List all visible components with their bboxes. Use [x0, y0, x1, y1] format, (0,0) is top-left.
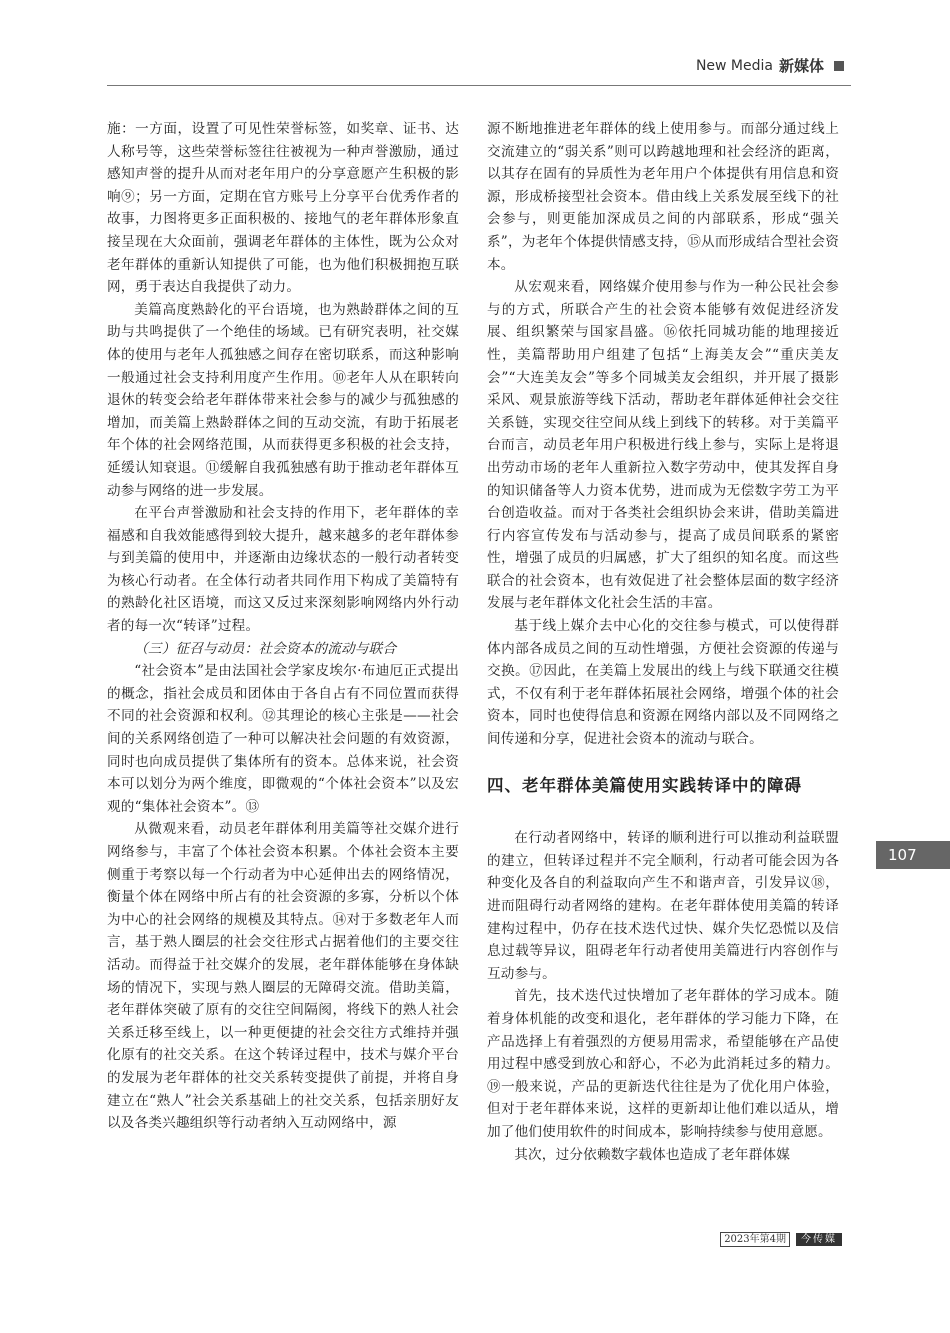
paragraph: 施：一方面，设置了可见性荣誉标签，如奖章、证书、达人称号等，这些荣誉标签往往被视为一种声誉激励，通过感知声誉的提升从而对老年用户的分享意愿产生积极的影响⑨；另一方面，定期在官方账号上分享平台优秀作者的故事，力图将更多正面积极的、接地气的老年群体形象直接呈现在大众面前，强调老年群体的主体性，既为公众对老年群体的重新认知提供了可能，也为他们积极拥抱互联网，勇于表达自我提供了动力。	[107, 121, 459, 296]
header-chinese: 新媒体	[778, 57, 824, 75]
journal-logo: 今传媒	[796, 1233, 842, 1246]
paragraph: 其次，过分依赖数字载体也造成了老年群体媒	[514, 1146, 791, 1163]
header-square-icon	[834, 61, 844, 71]
section-heading: 四、老年群体美篇使用实践转译中的障碍	[487, 775, 802, 795]
footer	[720, 1232, 842, 1247]
header-rule	[107, 85, 851, 86]
paragraph: 在平台声誉激励和社会支持的作用下，老年群体的幸福感和自我效能感得到较大提升，越来越多的老年群体参与到美篇的使用中，并逐渐由边缘状态的一般行动者转变为核心行动者。在全体行动者共同作用下构成了美篇特有的熟龄化社区语境，而这又反过来深刻影响网络内外行动者的每一次“转译”过程。	[107, 505, 459, 635]
running-header	[696, 55, 844, 76]
header-english: New Media	[695, 57, 773, 74]
paragraph: 美篇高度熟龄化的平台语境，也为熟龄群体之间的互助与共鸣提供了一个绝佳的场域。已有研究表明，社交媒体的使用与老年人孤独感之间存在密切联系，而这种影响一般通过社会支持利用度产生作用。⑩老年人从在职转向退休的转变会给老年群体带来社会参与的减少与孤独感的增加，而美篇上熟龄群体之间的互动交流，有助于拓展老年个体的社会网络范围，从而获得更多积极的社会支持，延缓认知衰退。⑪缓解自我孤独感有助于推动老年群体互动参与网络的进一步发展。	[107, 301, 459, 499]
paragraph: “社会资本”是由法国社会学家皮埃尔·布迪厄正式提出的概念，指社会成员和团体由于各自占有不同位置而获得不同的社会资源和权利。⑫其理论的核心主张是——社会间的关系网络创造了一种可以解决社会问题的有效资源，同时也向成员提供了集体所有的资本。总体来说，社会资本可以划分为两个维度，即微观的“个体社会资本”以及宏观的“集体社会资本”。⑬	[107, 663, 459, 815]
paragraph: 源不断地推进老年群体的线上使用参与。而部分通过线上交流建立的“弱关系”则可以跨越地理和社会经济的距离，以其存在固有的异质性为老年用户个体提供有用信息和资源，形成桥接型社会资本。借由线上关系发展至线下的社会参与，则更能加深成员之间的内部联系，形成“强关系”，为老年个体提供情感支持，⑮从而形成结合型社会资本。	[487, 121, 839, 273]
page-number-tab: 107	[876, 841, 950, 869]
subsection-heading: （三）征召与动员：社会资本的流动与联合	[134, 640, 397, 657]
footer-issue: 2023年第4期	[720, 1232, 790, 1247]
paragraph: 基于线上媒介去中心化的交往参与模式，可以使得群体内部各成员之间的互动性增强，方便社会资源的传递与交换。⑰因此，在美篇上发展出的线上与线下联通交往模式，不仅有利于老年群体拓展社会网络，增强个体的社会资本，同时也使得信息和资源在网络内部以及不同网络之间传递和分享，促进社会资本的流动与联合。	[487, 618, 839, 748]
left-column	[107, 118, 459, 1135]
right-column	[487, 118, 839, 1166]
paragraph: 从宏观来看，网络媒介使用参与作为一种公民社会参与的方式，所联合产生的社会资本能够有效促进经济发展、组织繁荣与国家昌盛。⑯依托同城功能的地理接近性，美篇帮助用户组建了包括“上海美友会”“重庆美友会”“大连美友会”等多个同城美友会组织，并开展了摄影采风、观景旅游等线下活动，帮助老年群体延伸社会交往关系链，实现交往空间从线上到线下的转移。对于美篇平台而言，动员老年用户积极进行线上参与，实际上是将退出劳动市场的老年人重新拉入数字劳动中，使其发挥自身的知识储备等人力资本优势，进而成为无偿数字劳工为平台创造收益。而对于各类社会组织协会来讲，借助美篇进行内容宣传发布与活动参与，提高了成员间联系的紧密性，增强了成员的归属感，扩大了组织的知名度。而这些联合的社会资本，也有效促进了社会整体层面的数字经济发展与老年群体文化社会生活的丰富。	[487, 279, 839, 612]
paragraph: 首先，技术迭代过快增加了老年群体的学习成本。随着身体机能的改变和退化，老年群体的学习能力下降，在产品选择上有着强烈的方便易用需求，希望能够在产品使用过程中感受到放心和舒心，不必为此消耗过多的精力。⑲一般来说，产品的更新迭代往往是为了优化用户体验，但对于老年群体来说，这样的更新却让他们难以适从，增加了他们使用软件的时间成本，影响持续参与使用意愿。	[487, 988, 839, 1140]
paragraph: 从微观来看，动员老年群体利用美篇等社交媒介进行网络参与，丰富了个体社会资本积累。个体社会资本主要侧重于考察以每一个行动者为中心延伸出去的网络情况，衡量个体在网络中所占有的社会资源的多寡，分析以个体为中心的社会网络的规模及其特点。⑭对于多数老年人而言，基于熟人圈层的社会交往形式占据着他们的主要交往活动。而得益于社交媒介的发展，老年群体能够在身体缺场的情况下，实现与熟人圈层的无障碍交流。借助美篇，老年群体突破了原有的交往空间隔阂，将线下的熟人社会关系迁移至线上，以一种更便捷的社会交往方式维持并强化原有的社交关系。在这个转译过程中，技术与媒介平台的发展为老年群体的社交关系转变提供了前提，并将自身建立在“熟人”社会关系基础上的社交关系，包括亲朋好友以及各类兴趣组织等行动者纳入互动网络中，源	[107, 821, 459, 1132]
paragraph: 在行动者网络中，转译的顺利进行可以推动利益联盟的建立，但转译过程并不完全顺利，行动者可能会因为各种变化及各自的利益取向产生不和谐声音，引发异议⑱，进而阻碍行动者网络的建构。在老年群体使用美篇的转译建构过程中，仍存在技术迭代过快、媒介失忆恐慌以及信息过载等异议，阻碍老年行动者使用美篇进行内容创作与互动参与。	[487, 830, 839, 982]
